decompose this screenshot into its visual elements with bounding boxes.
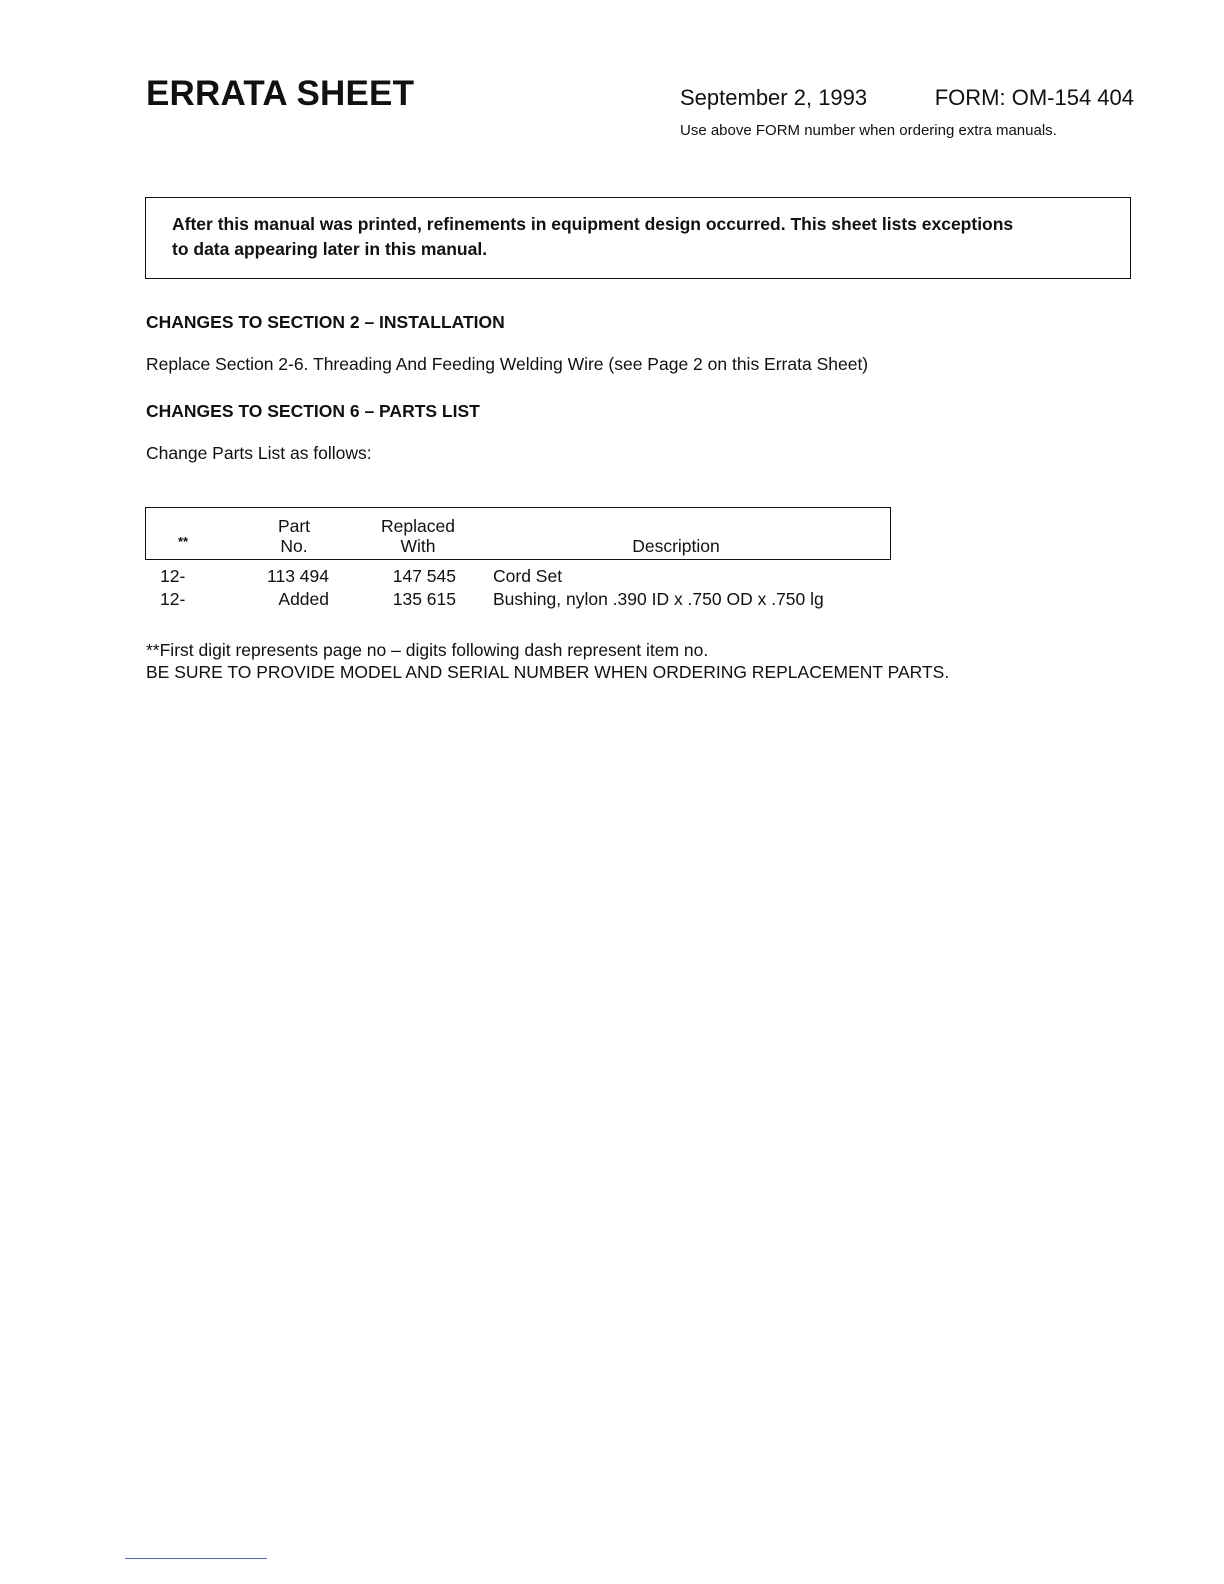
header-description: Description	[632, 536, 720, 556]
table-row	[145, 566, 905, 588]
header-replaced-with	[366, 516, 470, 556]
row-replaced-with: 135 615	[392, 589, 456, 609]
section-2-text: Replace Section 2-6. Threading And Feeding Welding Wire (see Page 2 on this Errata Sheet)	[146, 354, 869, 374]
row-part-no: 113 494	[267, 566, 329, 586]
form-number: FORM: OM-154 404	[934, 85, 1134, 110]
section-2-heading: CHANGES TO SECTION 2 – INSTALLATION	[146, 312, 505, 332]
row-replaced-with: 147 545	[392, 566, 456, 586]
row-description: Cord Set	[493, 566, 563, 586]
notice-line-2: to data appearing later in this manual.	[172, 239, 488, 259]
notice-box	[145, 197, 1131, 279]
header-part-no	[254, 516, 334, 556]
header-item: **	[177, 534, 189, 549]
header-replaced-line-2: With	[400, 536, 436, 556]
footnote: **First digit represents page no – digits following dash represent item no.	[146, 640, 709, 660]
table-row	[145, 589, 905, 611]
notice-line-1: After this manual was printed, refinements in equipment design occurred. This sheet lists exceptions	[172, 214, 1014, 234]
section-6-text: Change Parts List as follows:	[146, 443, 372, 463]
row-item: 12-	[160, 566, 186, 586]
document-date: September 2, 1993	[680, 85, 868, 110]
parts-table-header	[145, 507, 891, 560]
header-replaced-line-1: Replaced	[381, 516, 455, 536]
page-title: ERRATA SHEET	[146, 74, 415, 113]
row-part-no: Added	[278, 589, 329, 609]
row-description: Bushing, nylon .390 ID x .750 OD x .750 lg	[493, 589, 824, 609]
form-note: Use above FORM number when ordering extra manuals.	[680, 122, 1057, 139]
section-6-heading: CHANGES TO SECTION 6 – PARTS LIST	[146, 401, 480, 421]
ordering-note: BE SURE TO PROVIDE MODEL AND SERIAL NUMBER WHEN ORDERING REPLACEMENT PARTS.	[146, 662, 950, 682]
row-item: 12-	[160, 589, 186, 609]
header-part-line-2: No.	[280, 536, 308, 556]
bottom-divider	[125, 1558, 267, 1559]
header-part-line-1: Part	[277, 516, 311, 536]
